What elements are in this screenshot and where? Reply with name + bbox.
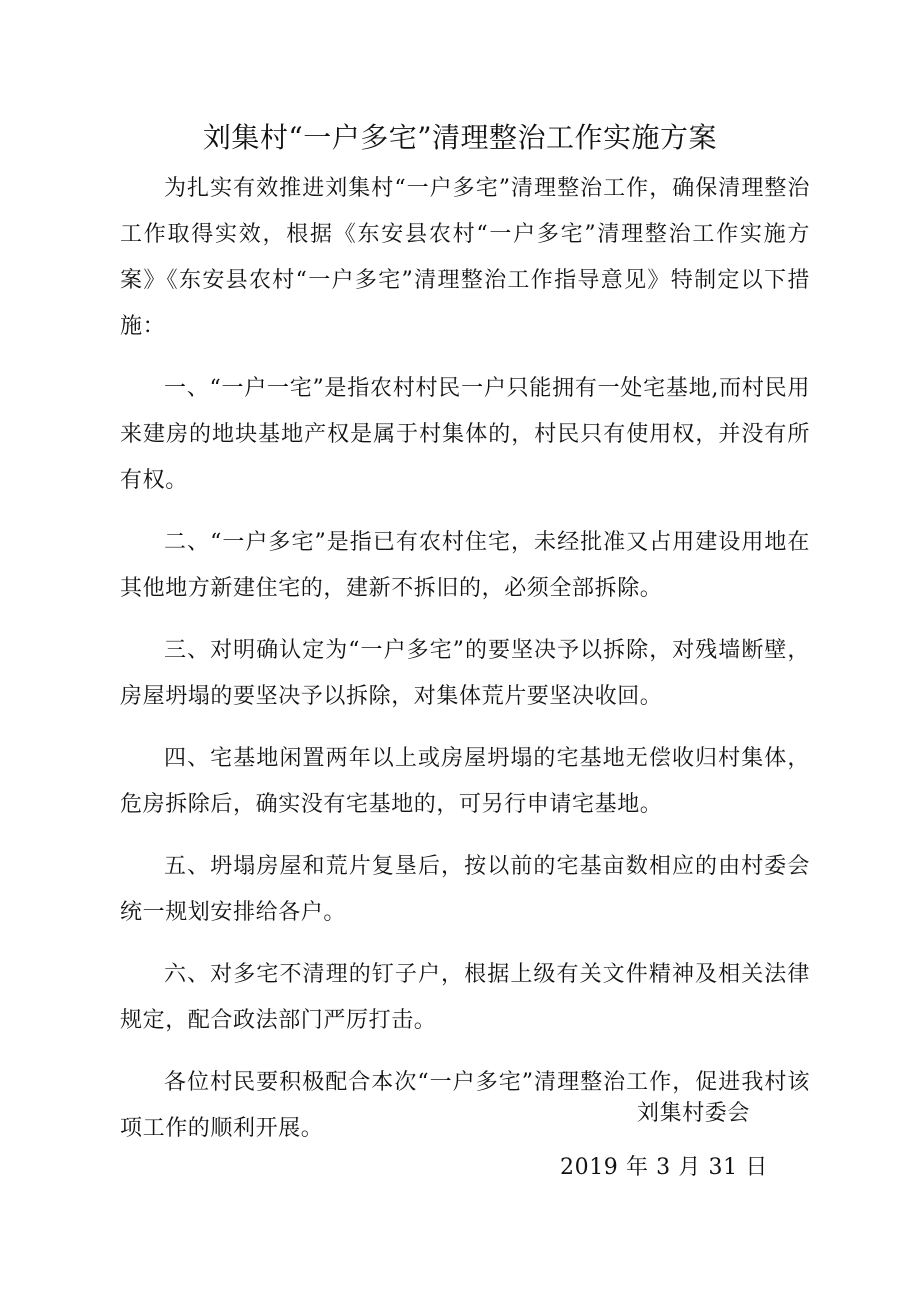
paragraph-item-3: 三、对明确认定为“一户多宅”的要坚决予以拆除，对残墙断壁，房屋坍塌的要坚决予以拆除，对集体荒片要坚决收回。 bbox=[120, 638, 810, 709]
paragraph-item-2: 二、“一户多宅”是指已有农村住宅，未经批准又占用建设用地在其他地方新建住宅的，建新不拆旧的，必须全部拆除。 bbox=[120, 530, 810, 601]
paragraph-item-6: 六、对多宅不清理的钉子户，根据上级有关文件精神及相关法律规定，配合政法部门严厉打击。 bbox=[120, 962, 810, 1033]
paragraph-intro: 为扎实有效推进刘集村“一户多宅”清理整治工作，确保清理整治工作取得实效，根据《东安县农村“一户多宅”清理整治工作实施方案》《东安县农村“一户多宅”清理整治工作指导意见》特制定以下措施： bbox=[120, 176, 810, 339]
document-body bbox=[120, 166, 810, 1168]
signature-organization: 刘集村委会 bbox=[637, 1101, 751, 1126]
paragraph-closing: 各位村民要积极配合本次“一户多宅”清理整治工作，促进我村该项工作的顺利开展。 bbox=[120, 1070, 810, 1141]
paragraph-item-5: 五、坍塌房屋和荒片复垦后，按以前的宅基亩数相应的由村委会统一规划安排给各户。 bbox=[120, 854, 810, 925]
document-title: 刘集村“一户多宅”清理整治工作实施方案 bbox=[202, 121, 718, 154]
paragraph-item-1: 一、“一户一宅”是指农村村民一户只能拥有一处宅基地,而村民用来建房的地块基地产权是属于村集体的，村民只有使用权，并没有所有权。 bbox=[120, 376, 810, 493]
signature-date: 2019 年 3 月 31 日 bbox=[560, 1155, 768, 1180]
paragraph-item-4: 四、宅基地闲置两年以上或房屋坍塌的宅基地无偿收归村集体，危房拆除后，确实没有宅基地的，可另行申请宅基地。 bbox=[120, 746, 810, 817]
